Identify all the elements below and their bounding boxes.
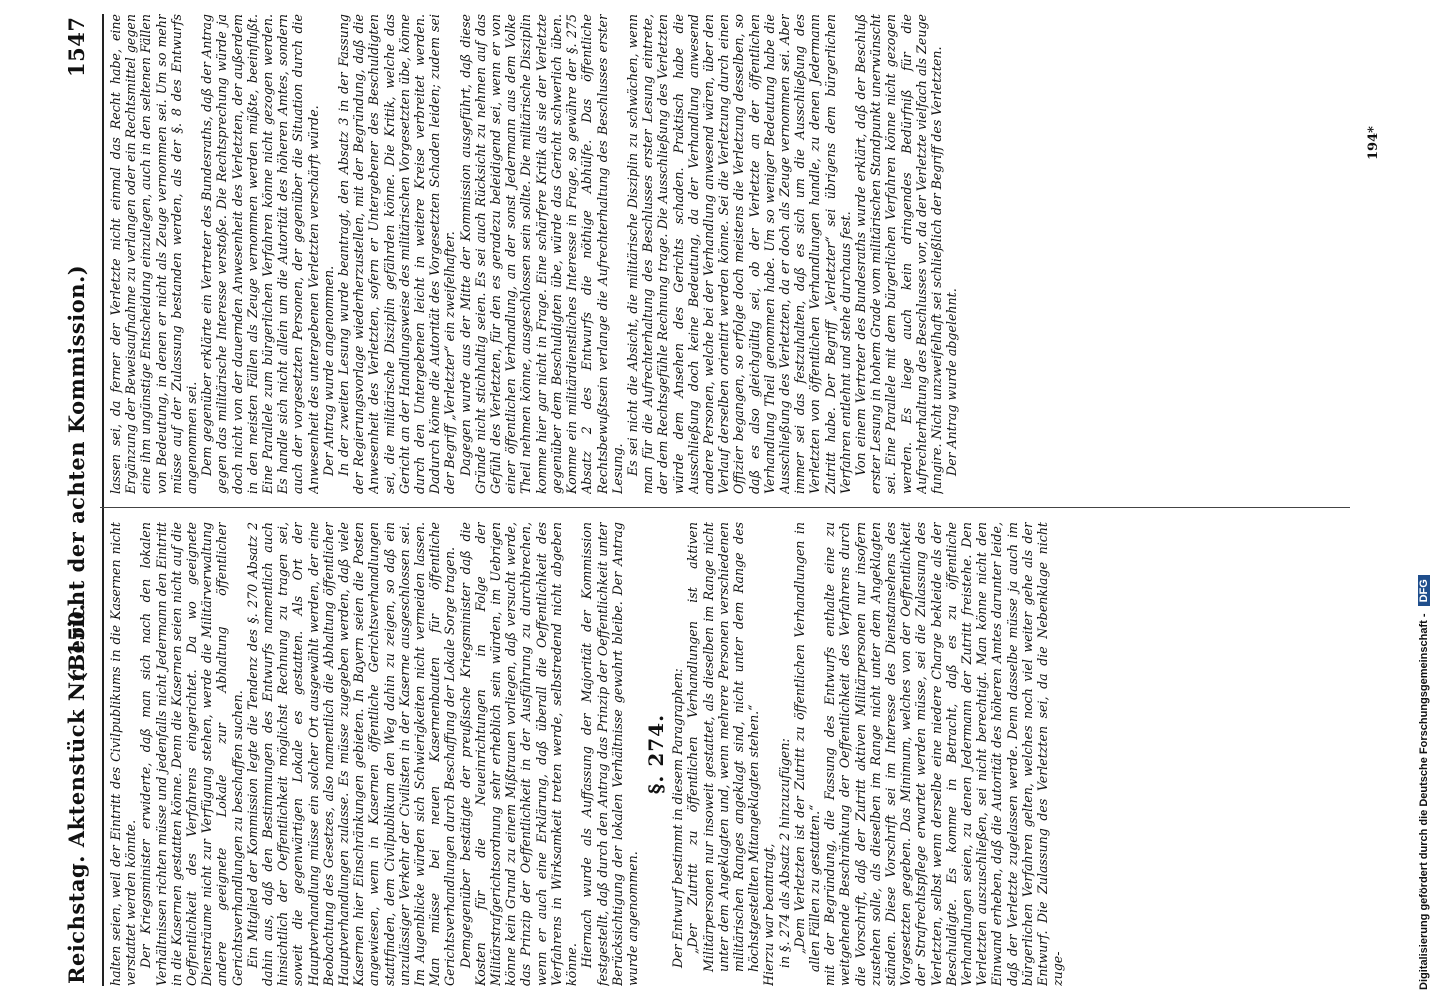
signature-mark: 194*: [1366, 126, 1381, 160]
paragraph: Der Antrag wurde angenommen.: [320, 265, 336, 476]
paragraph: In der zweiten Lesung wurde beantragt, den Absatz 3 in der Fassung der Regierungsvorlage wiederherzustellen, mit der Begründung, daß die Anwesenheit des Verletzten, sofern er Untergebener des Beschuldigten sei, die militärische Disziplin gefährden könne. Die Kritik, welche das Gericht an der Handlungsweise des militärischen Vorgesetzten übe, könne durch den Untergebenen leicht in weitere Kreise verbreitet werden. Dadurch könne die Autorität des Vorgesetzten Schaden leiden; zudem sei der Begriff „Verletzter“ ein zweifelhafter.: [336, 14, 458, 494]
paragraph: Dem gegenüber erklärte ein Vertreter des Bundesraths, daß der Antrag gegen das militärische Interesse verstoße. Die Rechtsprechung würde ja doch nicht von der dauernden Anwesenheit des Verletzten, der außerdem in den meisten Fällen als Zeuge vernommen werden müßte, beeinflußt. Eine Parallele zum bürgerlichen Verfahren könne nicht gezogen werden. Es handle sich nicht allein um die Autorität des höheren Amtes, sondern auch der vorgesetzten Personen, der gegenüber die Situation durch die Anwesenheit des untergebenen Verletzten verschärft würde.: [199, 14, 321, 494]
digitization-note-text: Digitalisierung gefördert durch die Deutsche Forschungsgemeinschaft -: [1418, 613, 1430, 990]
paragraph: Von einem Vertreter des Bundesraths wurde erklärt, daß der Beschluß erster Lesung in hohem Grade vom militärischen Standpunkt unerwünscht sei. Eine Parallele mit dem bürgerlichen Verfahren könne nicht gezogen werden. Es liege auch kein dringendes Bedürfniß für die Aufrechterhaltung des Beschlusses vor, da der Verletzte vielfach als Zeuge fungire. Nicht unzweifelhaft sei schließlich der Begriff des Verletzten.: [852, 14, 944, 494]
left-column: [108, 522, 1348, 986]
paragraph: Dagegen wurde aus der Mitte der Kommission ausgeführt, daß diese Gründe nicht stichhaltig seien. Es sei auch Rücksicht zu nehmen auf das Gefühl des Verletzten, für den es geradezu beleidigend sei, wenn er von einer öffentlichen Verhandlung, an der sonst Jedermann aus dem Volke Theil nehmen könne, ausgeschlossen sein sollte. Die militärische Disziplin komme hier gar nicht in Frage. Eine schärfere Kritik als sie der Verletzte gegenüber dem Beschuldigten übe, würde das Gericht schwerlich üben. Komme ein militärdienstliches Interesse in Frage, so gewähre der §. 275 Absatz 2 des Entwurfs die nöthige Abhülfe. Das öffentliche Rechtsbewußtsein verlange die Aufrechterhaltung des Beschlusses erster Lesung.: [457, 14, 625, 494]
paragraph: Demgegenüber bestätigte der preußische Kriegsminister daß die Kosten für die Neueinrichtungen in Folge der Militärstrafgerichtsordnung sehr erheblich sein würden, im Uebrigen könne kein Grund zu einem Mißtrauen vorliegen, daß versucht werde, das Prinzip der Oeffentlichkeit in der Ausführung zu durchbrechen, wenn er auch eine Erklärung, daß überall die Oeffentlichkeit des Verfahrens in Wirksamkeit treten werde, selbstredend nicht abgeben könne.: [457, 522, 580, 986]
section-heading: §. 274.: [644, 713, 669, 795]
paragraph: lassen sei, da ferner der Verletzte nicht einmal das Recht habe, eine Ergänzung der Beweisaufnahme zu verlangen oder ein Rechtsmittel gegen eine ihm ungünstige Entscheidung einzulegen, auch in den seltenen Fällen von Bedeutung, in denen er nicht als Zeuge vernommen sei. Um so mehr müsse auf der Zulassung bestanden werden, als der §. 8 des Entwurfs angenommen sei.: [108, 14, 200, 494]
column-divider: [100, 507, 1350, 508]
paragraph: Hierzu war beantragt,: [761, 843, 777, 986]
paragraph: Ein Mitglied der Kommission legte die Tendenz des §. 270 Absatz 2 dahin aus, daß den Bestimmungen des Entwurfs namentlich auch hinsichtlich der Oeffentlichkeit möglichst Rechnung zu tragen sei, soweit die gegenwärtigen Lokale es gestatten. Als Ort der Hauptverhandlung müsse ein solcher Ort ausgewählt werden, der eine Beobachtung des Gesetzes, also namentlich die Abhaltung öffentlicher Hauptverhandlungen zulasse. Es müsse zugegeben werden, daß viele Kasernen hier Einschränkungen gebieten. In Bayern seien die Posten angewiesen, wenn in Kasernen öffentliche Gerichtsverhandlungen stattfinden, dem Civilpublikum den Weg dahin zu zeigen, so daß ein unzulässiger Verkehr der Civilisten in der Kaserne ausgeschlossen sei. Im Augenblicke würden sich Schwierigkeiten nicht vermeiden lassen. Man müsse bei neuen Kasernenbauten für öffentliche Gerichtsverhandlungen durch Beschaffung der Lokale Sorge tragen.: [244, 522, 458, 986]
paragraph: halten seien, weil der Eintritt des Civilpublikums in die Kasernen nicht verstattet werden könnte.: [108, 522, 139, 986]
header-left: Reichstag. Aktenstück Nr. 150.: [64, 603, 89, 984]
header-center: (Bericht der achten Kommission.): [64, 264, 89, 682]
right-column: [108, 14, 1348, 494]
quoted-paragraph: „Dem Verletzten ist der Zutritt zu öffentlichen Verhandlungen in allen Fällen zu gestatten.“: [791, 522, 822, 972]
paragraph: Hiernach wurde als Auffassung der Majorität der Kommission festgestellt, daß durch den Antrag das Prinzip der Oeffentlichkeit unter Berücksichtigung der lokalen Verhältnisse gewahrt bleibe. Der Antrag wurde angenommen.: [579, 522, 640, 986]
paragraph: Es sei nicht die Absicht, die militärische Disziplin zu schwächen, wenn man für die Aufrechterhaltung des Beschlusses erster Lesung eintrete, der dem Rechtsgefühle Rechnung trage. Die Ausschließung des Verletzten würde dem Ansehen des Gerichts schaden. Praktisch habe die Ausschließung doch keine Bedeutung, da der Verhandlung anwesend andere Personen, welche bei der Verhandlung anwesend wären, über den Verlauf derselben orientirt werden könne. Sei die Verletzung durch einen Offizier begangen, so erfolge doch meistens die Verletzung desselben, so daß es also gleichgültig sei, ob der Verletzte an der öffentlichen Verhandlung Theil genommen habe. Um so weniger Bedeutung habe die Ausschließung des Verletzten, da er doch als Zeuge vernommen sei. Aber immer sei das festzuhalten, daß es sich um die Ausschließung des Verletzten von öffentlichen Verhandlungen handle, zu denen Jedermann Zutritt habe. Der Begriff „Verletzter“ sei übrigens dem bürgerlichen Verfahren entlehnt und stehe durchaus fest.: [624, 14, 853, 494]
paragraph: Der Kriegsminister erwiderte, daß man sich nach den lokalen Verhältnissen richten müsse und jedenfalls nicht Jedermann den Eintritt in die Kasernen gestatten könne. Denn die Kasernen seien nicht auf die Oeffentlichkeit des Verfahrens eingerichtet. Da wo geeignete Diensträume nicht zur Verfügung stehen, werde die Militärverwaltung andere geeignete Lokale zur Abhaltung öffentlicher Gerichtsverhandlungen zu beschaffen suchen.: [138, 522, 245, 986]
paragraph: Der Antrag wurde abgelehnt.: [944, 288, 960, 476]
page-number: 1547: [64, 16, 89, 77]
paragraph: Der Entwurf bestimmt in diesem Paragraphen:: [670, 668, 686, 968]
paragraph: in §. 274 als Absatz 2 hinzuzufügen:: [776, 738, 792, 968]
paragraph: mit der Begründung, die Fassung des Entwurfs enthalte eine zu weitgehende Beschränkung der Oeffentlichkeit des Verfahrens durch die Vorschrift, daß der Zutritt aktiven Militärpersonen nur insofern zustehen solle, als dieselben im Range nicht unter dem Angeklagten ständen. Diese Vorschrift sei im Interesse des Dienstansehens des Vorgesetzten gegeben. Das Minimum, welches von der Oeffentlichkeit der Strafrechtspflege erwartet werden müsse, sei die Zulassung des Verletzten, selbst wenn derselbe eine niedere Charge bekleide als der Beschuldigte. Es komme in Betracht, daß es zu öffentliche Verhandlungen seien, zu denen Jedermann der Zutritt freistehe. Den Verletzten auszuschließen, sei nicht berechtigt. Man könne nicht den Einwand erheben, daß die Autorität des höheren Amtes darunter leide, daß der Verletzte zugelassen werde. Denn dasselbe müsse ja auch im bürgerlichen Verfahren gelten, welches noch viel weiter gehe als der Entwurf. Die Zulassung des Verletzten sei, da die Nebenklage nicht zuge-: [822, 522, 1066, 986]
quoted-paragraph: „Der Zutritt zu öffentlichen Verhandlungen ist aktiven Militärpersonen nur insoweit gestattet, als dieselben im Range nicht unter dem Angeklagten und, wenn mehrere Personen verschiedenen militärischen Ranges angeklagt sind, nicht unter dem Range des höchstgestellten Mitangeklagten stehen.“: [685, 522, 762, 972]
digitization-note: [1418, 575, 1430, 990]
header-rule: [102, 14, 104, 986]
dfg-logo: DFG: [1418, 575, 1430, 606]
